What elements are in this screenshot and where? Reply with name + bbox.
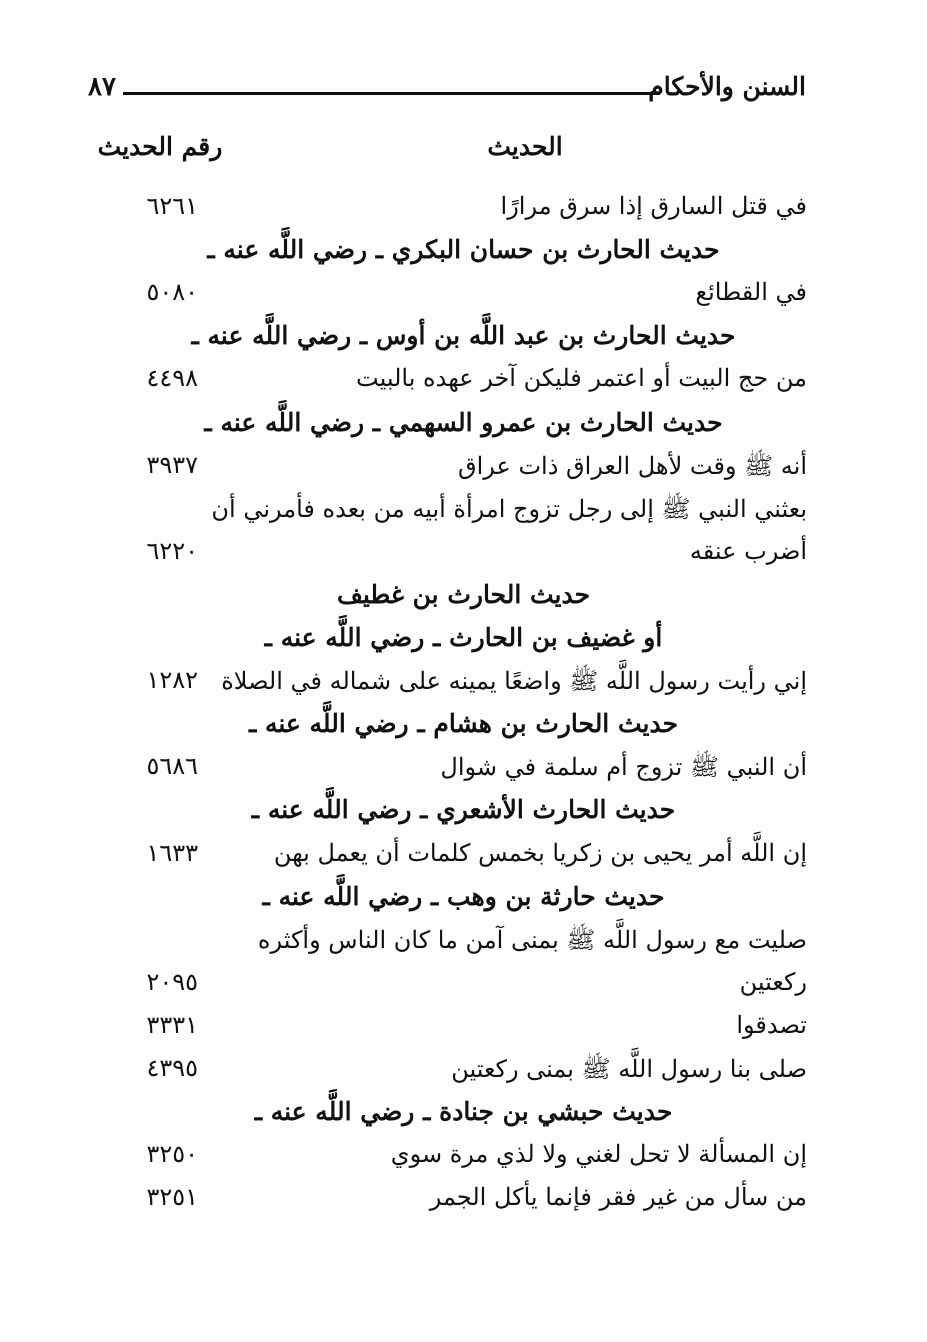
section-heading bbox=[0, 580, 927, 620]
hadith-number: ٦٢٦١ bbox=[146, 192, 198, 220]
list-item bbox=[0, 968, 927, 1008]
column-heading-hadith: الحديث bbox=[487, 132, 563, 161]
hadith-text: صليت مع رسول اللَّه ﷺ بمنى آمن ما كان الناس وأكثره bbox=[257, 926, 807, 954]
list-item bbox=[0, 364, 927, 404]
hadith-number: ٤٤٩٨ bbox=[146, 364, 198, 392]
list-item bbox=[0, 494, 927, 534]
section-heading bbox=[0, 1097, 927, 1137]
section-heading bbox=[0, 321, 927, 361]
hadith-number: ٢٠٩٥ bbox=[146, 968, 198, 996]
list-item bbox=[0, 451, 927, 491]
hadith-number: ٣٣٣١ bbox=[146, 1011, 198, 1039]
list-item bbox=[0, 752, 927, 792]
hadith-number: ١٢٨٢ bbox=[146, 666, 198, 694]
section-heading bbox=[0, 623, 927, 663]
section-heading-text: حديث الحارث بن حسان البكري ـ رضي اللَّه عنه ـ bbox=[207, 235, 720, 264]
hadith-text: في قتل السارق إذا سرق مرارًا bbox=[500, 192, 807, 220]
section-heading bbox=[0, 882, 927, 922]
hadith-number: ٥٠٨٠ bbox=[146, 278, 198, 306]
list-item bbox=[0, 192, 927, 232]
hadith-number: ٣٢٥١ bbox=[146, 1183, 198, 1211]
section-heading-text: حديث الحارث بن عمرو السهمي ـ رضي اللَّه عنه ـ bbox=[204, 408, 723, 437]
list-item bbox=[0, 839, 927, 879]
hadith-text: في القطائع bbox=[695, 278, 807, 306]
list-item bbox=[0, 925, 927, 965]
book-title: السنن والأحكام bbox=[648, 72, 806, 101]
hadith-text: صلى بنا رسول اللَّه ﷺ بمنى ركعتين bbox=[451, 1055, 807, 1083]
hadith-number: ٣٢٥٠ bbox=[146, 1140, 198, 1168]
section-heading-text: حديث الحارث بن عبد اللَّه بن أوس ـ رضي اللَّه عنه ـ bbox=[191, 321, 736, 350]
hadith-text: أضرب عنقه bbox=[689, 537, 807, 565]
hadith-number: ٦٢٢٠ bbox=[146, 537, 198, 565]
hadith-text: من سأل من غير فقر فإنما يأكل الجمر bbox=[429, 1183, 807, 1211]
section-heading-text: حديث الحارث بن غطيف bbox=[336, 580, 591, 609]
hadith-number: ١٦٣٣ bbox=[146, 839, 198, 867]
list-item bbox=[0, 1183, 927, 1223]
section-heading-text: حديث حبشي بن جنادة ـ رضي اللَّه عنه ـ bbox=[254, 1097, 673, 1126]
hadith-number: ٤٣٩٥ bbox=[146, 1054, 198, 1082]
section-heading bbox=[0, 408, 927, 448]
hadith-text: من حج البيت أو اعتمر فليكن آخر عهده بالبيت bbox=[356, 364, 807, 392]
list-item bbox=[0, 1054, 927, 1094]
list-item bbox=[0, 1140, 927, 1180]
hadith-number: ٥٦٨٦ bbox=[146, 752, 198, 780]
section-heading-text: حديث الحارث بن هشام ـ رضي اللَّه عنه ـ bbox=[248, 709, 679, 738]
section-heading bbox=[0, 795, 927, 835]
hadith-text: تصدقوا bbox=[736, 1011, 807, 1039]
section-heading bbox=[0, 235, 927, 275]
list-item bbox=[0, 666, 927, 706]
section-heading-text: حديث حارثة بن وهب ـ رضي اللَّه عنه ـ bbox=[262, 882, 665, 911]
hadith-text: ركعتين bbox=[739, 968, 807, 996]
section-heading-text: أو غضيف بن الحارث ـ رضي اللَّه عنه ـ bbox=[264, 623, 663, 652]
hadith-text: أن النبي ﷺ تزوج أم سلمة في شوال bbox=[440, 753, 807, 781]
list-item bbox=[0, 1011, 927, 1051]
page-number: ٨٧ bbox=[88, 72, 116, 102]
hadith-text: أنه ﷺ وقت لأهل العراق ذات عراق bbox=[457, 452, 807, 480]
list-item bbox=[0, 537, 927, 577]
list-item bbox=[0, 278, 927, 318]
column-heading-number: رقم الحديث bbox=[97, 132, 223, 161]
section-heading-text: حديث الحارث الأشعري ـ رضي اللَّه عنه ـ bbox=[251, 795, 676, 824]
hadith-text: إن المسألة لا تحل لغني ولا لذي مرة سوي bbox=[390, 1140, 807, 1168]
section-heading bbox=[0, 709, 927, 749]
hadith-number: ٣٩٣٧ bbox=[146, 451, 198, 479]
hadith-text: إن اللَّه أمر يحيى بن زكريا بخمس كلمات أن يعمل بهن bbox=[273, 839, 807, 867]
hadith-text: إني رأيت رسول اللَّه ﷺ واضعًا يمينه على شماله في الصلاة bbox=[221, 667, 807, 695]
hadith-text: بعثني النبي ﷺ إلى رجل تزوج امرأة أبيه من بعده فأمرني أن bbox=[211, 495, 807, 523]
